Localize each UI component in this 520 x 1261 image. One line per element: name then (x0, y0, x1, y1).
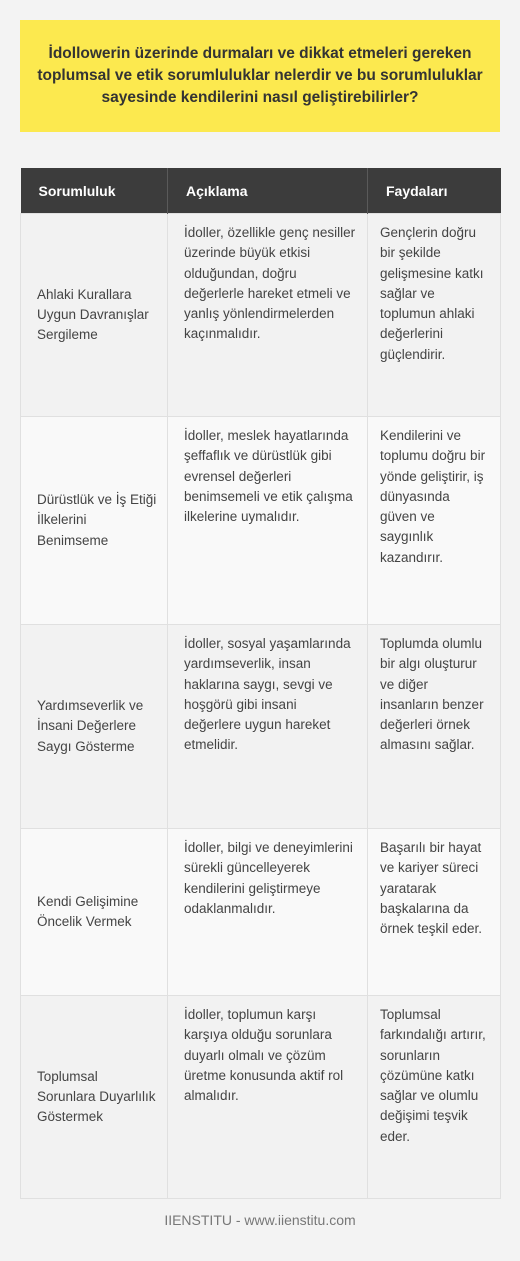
description-cell: İdoller, sosyal yaşamlarında yardımseverlik, insan haklarına saygı, sevgi ve hoşgörü gibi insani değerlere uygun hareket etmelidir. (168, 625, 368, 829)
table-header-row (21, 168, 501, 214)
responsibility-cell: Yardımseverlik ve İnsani Değerlere Saygı Gösterme (21, 625, 168, 829)
title-banner (20, 20, 500, 132)
benefits-cell: Gençlerin doğru bir şekilde gelişmesine katkı sağlar ve toplumun ahlaki değerlerini güçlendirir. (368, 214, 501, 417)
description-cell: İdoller, toplumun karşı karşıya olduğu sorunlara duyarlı olmalı ve çözüm üretme konusunda aktif rol almalıdır. (168, 996, 368, 1199)
responsibilities-table (20, 168, 501, 1199)
responsibility-cell: Toplumsal Sorunlara Duyarlılık Göstermek (21, 996, 168, 1199)
footer-credit: IIENSTITU - www.iienstitu.com (164, 1212, 356, 1228)
description-cell: İdoller, özellikle genç nesiller üzerinde büyük etkisi olduğundan, doğru değerlerle hareket etmeli ve yanlış yönlendirmelerden kaçınmalıdır. (168, 214, 368, 417)
table-row (21, 829, 501, 996)
benefits-cell: Başarılı bir hayat ve kariyer süreci yaratarak başkalarına da örnek teşkil eder. (368, 829, 501, 996)
table-row (21, 996, 501, 1199)
table-row (21, 214, 501, 417)
responsibility-cell: Dürüstlük ve İş Etiği İlkelerini Benimseme (21, 417, 168, 625)
column-header-responsibility: Sorumluluk (21, 168, 168, 214)
responsibility-cell: Kendi Gelişimine Öncelik Vermek (21, 829, 168, 996)
page-title: İdollowerin üzerinde durmaları ve dikkat etmeleri gereken toplumsal ve etik sorumluluklar nelerdir ve bu sorumluluklar sayesinde kendilerini nasıl geliştirebilirler? (37, 45, 483, 106)
benefits-cell: Kendilerini ve toplumu doğru bir yönde geliştirir, iş dünyasında güven ve saygınlık kazandırır. (368, 417, 501, 625)
description-cell: İdoller, meslek hayatlarında şeffaflık ve dürüstlük gibi evrensel değerleri benimsemeli ve etik çalışma ilkelerine uymalıdır. (168, 417, 368, 625)
responsibility-cell: Ahlaki Kurallara Uygun Davranışlar Sergileme (21, 214, 168, 417)
column-header-benefits: Faydaları (368, 168, 501, 214)
benefits-cell: Toplumsal farkındalığı artırır, sorunların çözümüne katkı sağlar ve olumlu değişimi teşvik eder. (368, 996, 501, 1199)
benefits-cell: Toplumda olumlu bir algı oluşturur ve diğer insanların benzer değerleri örnek almasını sağlar. (368, 625, 501, 829)
table-row (21, 417, 501, 625)
column-header-description: Açıklama (168, 168, 368, 214)
table-row (21, 625, 501, 829)
description-cell: İdoller, bilgi ve deneyimlerini sürekli güncelleyerek kendilerini geliştirmeye odaklanmalıdır. (168, 829, 368, 996)
